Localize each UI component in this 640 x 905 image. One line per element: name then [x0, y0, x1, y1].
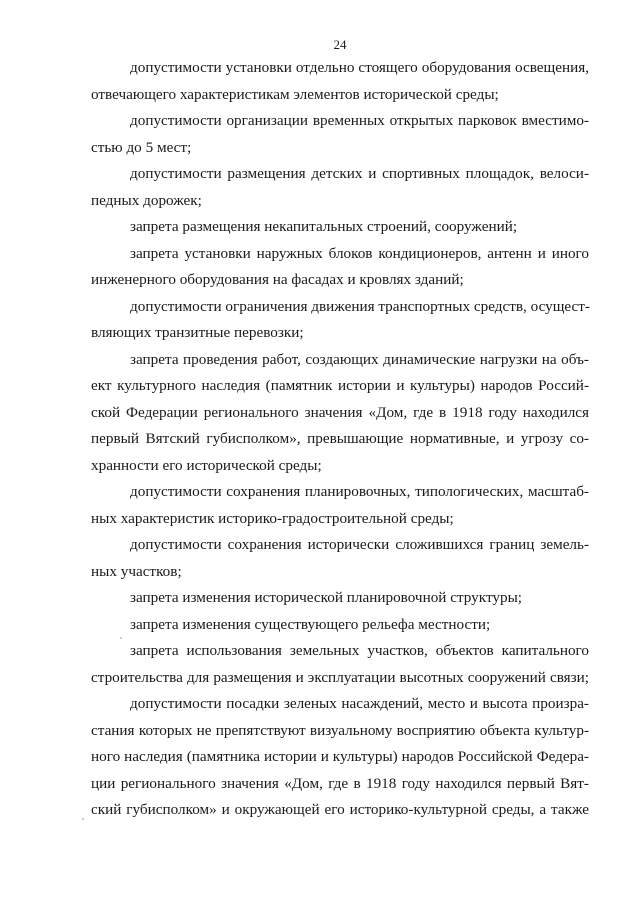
text-line: запрета изменения существующего рельефа местности;: [130, 615, 491, 633]
text-line: ных участков;: [91, 562, 182, 580]
text-line: стания которых не препятствуют визуальному восприятию объекта культур-: [91, 721, 589, 739]
text-line: первый Вятский губисполком», превышающие нормативные, и угрозу со-: [91, 430, 589, 447]
text-line: ект культурного наследия (памятник истории и культуры) народов Россий-: [91, 377, 589, 394]
text-line: вляющих транзитные перевозки;: [91, 324, 304, 341]
text-line: допустимости сохранения планировочных, типологических, масштаб-: [130, 483, 589, 500]
text-line: запрета проведения работ, создающих динамические нагрузки на объ-: [130, 350, 589, 368]
text-line: ного наследия (памятника истории и культуры) народов Российской Федера-: [91, 748, 589, 765]
text-line: педных дорожек;: [91, 191, 202, 209]
text-line: хранности его исторической среды;: [91, 456, 322, 474]
text-line: ции регионального значения «Дом, где в 1918 году находился первый Вят-: [91, 774, 589, 792]
text-line: допустимости организации временных открытых парковок вместимо-: [130, 112, 589, 129]
text-line: ской Федерации регионального значения «Дом, где в 1918 году находился: [91, 403, 589, 421]
text-line: допустимости ограничения движения транспортных средств, осущест-: [130, 297, 590, 315]
text-line: строительства для размещения и эксплуатации высотных сооружений связи;: [91, 668, 589, 686]
text-line: отвечающего характеристикам элементов исторической среды;: [91, 85, 499, 103]
text-line: допустимости посадки зеленых насаждений, место и высота произра-: [130, 695, 589, 712]
text-line: запрета использования земельных участков, объектов капитального: [130, 642, 589, 659]
text-line: запрета изменения исторической планировочной структуры;: [130, 589, 522, 606]
scan-speck: [120, 637, 122, 639]
scan-speck: [82, 818, 84, 820]
text-line: ский губисполком» и окружающей его историко-культурной среды, а также: [91, 801, 589, 818]
text-line: допустимости установки отдельно стоящего оборудования освещения,: [130, 59, 589, 76]
text-line: стью до 5 мест;: [91, 138, 192, 156]
text-line: допустимости размещения детских и спортивных площадок, велоси-: [130, 165, 589, 182]
text-line: инженерного оборудования на фасадах и кровлях зданий;: [91, 271, 464, 288]
text-line: запрета установки наружных блоков кондиционеров, антенн и иного: [130, 244, 589, 262]
text-line: допустимости сохранения исторически сложившихся границ земель-: [130, 536, 589, 553]
text-line: ных характеристик историко-градостроительной среды;: [91, 509, 454, 527]
page-number: 24: [333, 37, 347, 52]
text-line: запрета размещения некапитальных строений, сооружений;: [130, 218, 518, 235]
